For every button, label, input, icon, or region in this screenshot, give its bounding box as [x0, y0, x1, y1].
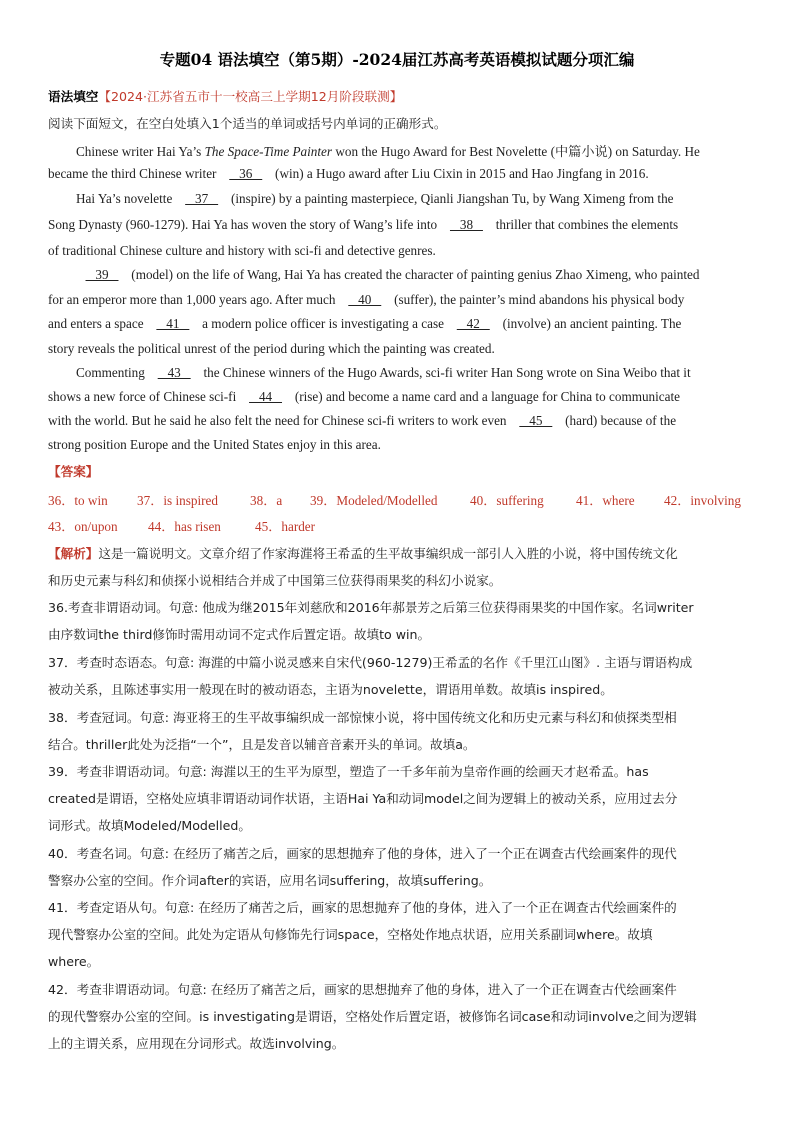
text-span: Commenting: [76, 365, 149, 380]
passage-line: [48, 389, 680, 405]
analysis-39: 39．考查非谓语动词。句意: 海漄以王的生平为原型，塑造了一千多年前为皇帝作画的绘画天才赵希孟。has: [48, 764, 649, 779]
text-span: (hard) because of the: [561, 413, 677, 428]
analysis-40: 40．考查名词。句意: 在经历了痛苦之后，画家的思想抛弃了他的身体，进入了一个正在调查古代绘画案件的现代: [48, 846, 677, 861]
analysis-40: 警察办公室的空间。作介词after的宾语，应用名词suffering，故填suffering。: [48, 873, 492, 888]
analysis-36: 36.考查非谓语动词。句意: 他成为继2015年刘慈欣和2016年郝景芳之后第三位获得雨果奖的中国作家。名词writer: [48, 600, 694, 615]
text-span: with the world. But he said he also felt the need for Chinese sci-fi writers to work even: [48, 413, 510, 428]
passage-line: story reveals the political unrest of the period during which the painting was created.: [48, 341, 495, 356]
text-span: (suffer), the painter’s mind abandons his physical body: [390, 292, 685, 307]
text-span: a modern police officer is investigating a case: [198, 316, 448, 331]
analysis-38: 结合。thriller此处为泛指“一个”，且是发音以辅音音素开头的单词。故填a。: [48, 737, 476, 752]
text-span: (model) on the life of Wang, Hai Ya has created the character of painting genius Zhao Ximeng, who painted: [128, 267, 700, 282]
analysis-41: 现代警察办公室的空间。此处为定语从句修饰先行词space，空格处作地点状语，应用关系副词where。故填: [48, 927, 653, 942]
analysis-line: 和历史元素与科幻和侦探小说相结合并成了中国第三位获得雨果奖的科幻小说家。: [48, 573, 502, 588]
answer-item: 38．a: [250, 493, 283, 508]
analysis-42: 上的主谓关系，应用现在分词形式。故选involving。: [48, 1036, 345, 1051]
passage-line: [76, 267, 699, 283]
answer-item: 36．to win: [48, 493, 108, 508]
passage-line: [48, 217, 678, 233]
analysis-41: 41．考查定语从句。句意: 在经历了痛苦之后，画家的思想抛弃了他的身体，进入了一个正在调查古代绘画案件的: [48, 900, 677, 915]
passage-line: [48, 413, 676, 429]
analysis-37: 37．考查时态语态。句意: 海漄的中篇小说灵感来自宋代(960-1279)王希孟的名作《千里江山图》. 主语与谓语构成: [48, 655, 693, 670]
text-span: won the Hugo Award for Best Novelette (中篇小说) on Saturday. He: [332, 144, 700, 159]
page-title: 专题04 语法填空（第5期）-2024届江苏高考英语模拟试题分项汇编: [159, 50, 635, 69]
text-span: (win) a Hugo award after Liu Cixin in 2015 and Hao Jingfang in 2016.: [271, 166, 649, 181]
blank-41: 41: [156, 316, 190, 331]
answer-item: 39．Modeled/Modelled: [310, 493, 438, 508]
text-span: (involve) an ancient painting. The: [499, 316, 682, 331]
blank-44: 44: [249, 389, 283, 404]
answer-item: 42．involving: [664, 493, 741, 508]
book-title: The Space-Time Painter: [204, 144, 333, 159]
analysis-41: where。: [48, 954, 100, 969]
source-tag: 【2024·江苏省五市十一校高三上学期12月阶段联测】: [98, 89, 403, 104]
answer-item: 41．where: [576, 493, 635, 508]
text-span: 这是一篇说明文。文章介绍了作家海漄将王希孟的生平故事编织成一部引人入胜的小说，将中国传统文化: [98, 546, 678, 561]
analysis-39: 词形式。故填Modeled/Modelled。: [48, 818, 252, 833]
text-span: (inspire) by a painting masterpiece, Qianli Jiangshan Tu, by Wang Ximeng from the: [227, 191, 674, 206]
blank-37: 37: [185, 191, 219, 206]
answer-item: 37．is inspired: [137, 493, 218, 508]
text-span: and enters a space: [48, 316, 147, 331]
blank-45: 45: [519, 413, 553, 428]
passage-line: strong position Europe and the United States enjoy in this area.: [48, 437, 381, 452]
passage-line: [48, 316, 681, 332]
source-line: [48, 86, 402, 105]
analysis-42: 42．考查非谓语动词。句意: 在经历了痛苦之后，画家的思想抛弃了他的身体，进入了一个正在调查古代绘画案件: [48, 982, 677, 997]
text-span: the Chinese winners of the Hugo Awards, sci-fi writer Han Song wrote on Sina Weibo that it: [200, 365, 691, 380]
passage-line: [48, 292, 684, 308]
text-span: Chinese writer Hai Ya’s: [76, 144, 205, 159]
blank-38: 38: [449, 217, 483, 232]
passage-line: [76, 191, 674, 207]
answer-item: 45．harder: [255, 519, 316, 534]
answer-item: 40．suffering: [470, 493, 544, 508]
text-span: shows a new force of Chinese sci-fi: [48, 389, 240, 404]
passage-line: of traditional Chinese culture and history with sci-fi and detective genres.: [48, 243, 436, 258]
passage-line: [48, 166, 649, 182]
answer-item: 44．has risen: [148, 519, 221, 534]
text-span: Hai Ya’s novelette: [76, 191, 176, 206]
text-span: thriller that combines the elements: [492, 217, 679, 232]
passage-line: [76, 141, 700, 160]
text-span: (rise) and become a name card and a language for China to communicate: [291, 389, 681, 404]
passage-line: [76, 365, 691, 381]
blank-40: 40: [348, 292, 382, 307]
answer-item: 43．on/upon: [48, 519, 118, 534]
analysis-label: 【解析】: [48, 546, 99, 561]
text-span: for an emperor more than 1,000 years ago. After much: [48, 292, 339, 307]
analysis-39: created是谓语，空格处应填非谓语动词作状语，主语Hai Ya和动词model之间为逻辑上的被动关系，应用过去分: [48, 791, 678, 806]
blank-36: 36: [229, 166, 263, 181]
instruction: 阅读下面短文，在空白处填入1个适当的单词或括号内单词的正确形式。: [48, 116, 447, 131]
analysis-37: 被动关系，且陈述事实用一般现在时的被动语态，主语为novelette，谓语用单数。故填is inspired。: [48, 682, 613, 697]
blank-42: 42: [456, 316, 490, 331]
analysis-line: [48, 543, 678, 562]
text-span: became the third Chinese writer: [48, 166, 220, 181]
analysis-42: 的现代警察办公室的空间。is investigating是谓语，空格处作后置定语，被修饰名词case和动词involve之间为逻辑: [48, 1009, 697, 1024]
answer-label: 【答案】: [48, 464, 99, 479]
analysis-38: 38．考查冠词。句意: 海亚将王的生平故事编织成一部惊悚小说，将中国传统文化和历史元素与科幻和侦探类型相: [48, 710, 677, 725]
analysis-36: 由序数词the third修饰时需用动词不定式作后置定语。故填to win。: [48, 627, 431, 642]
blank-43: 43: [157, 365, 191, 380]
section-label: 语法填空: [48, 89, 99, 104]
blank-39: 39: [85, 267, 119, 282]
text-span: Song Dynasty (960-1279). Hai Ya has woven the story of Wang’s life into: [48, 217, 441, 232]
